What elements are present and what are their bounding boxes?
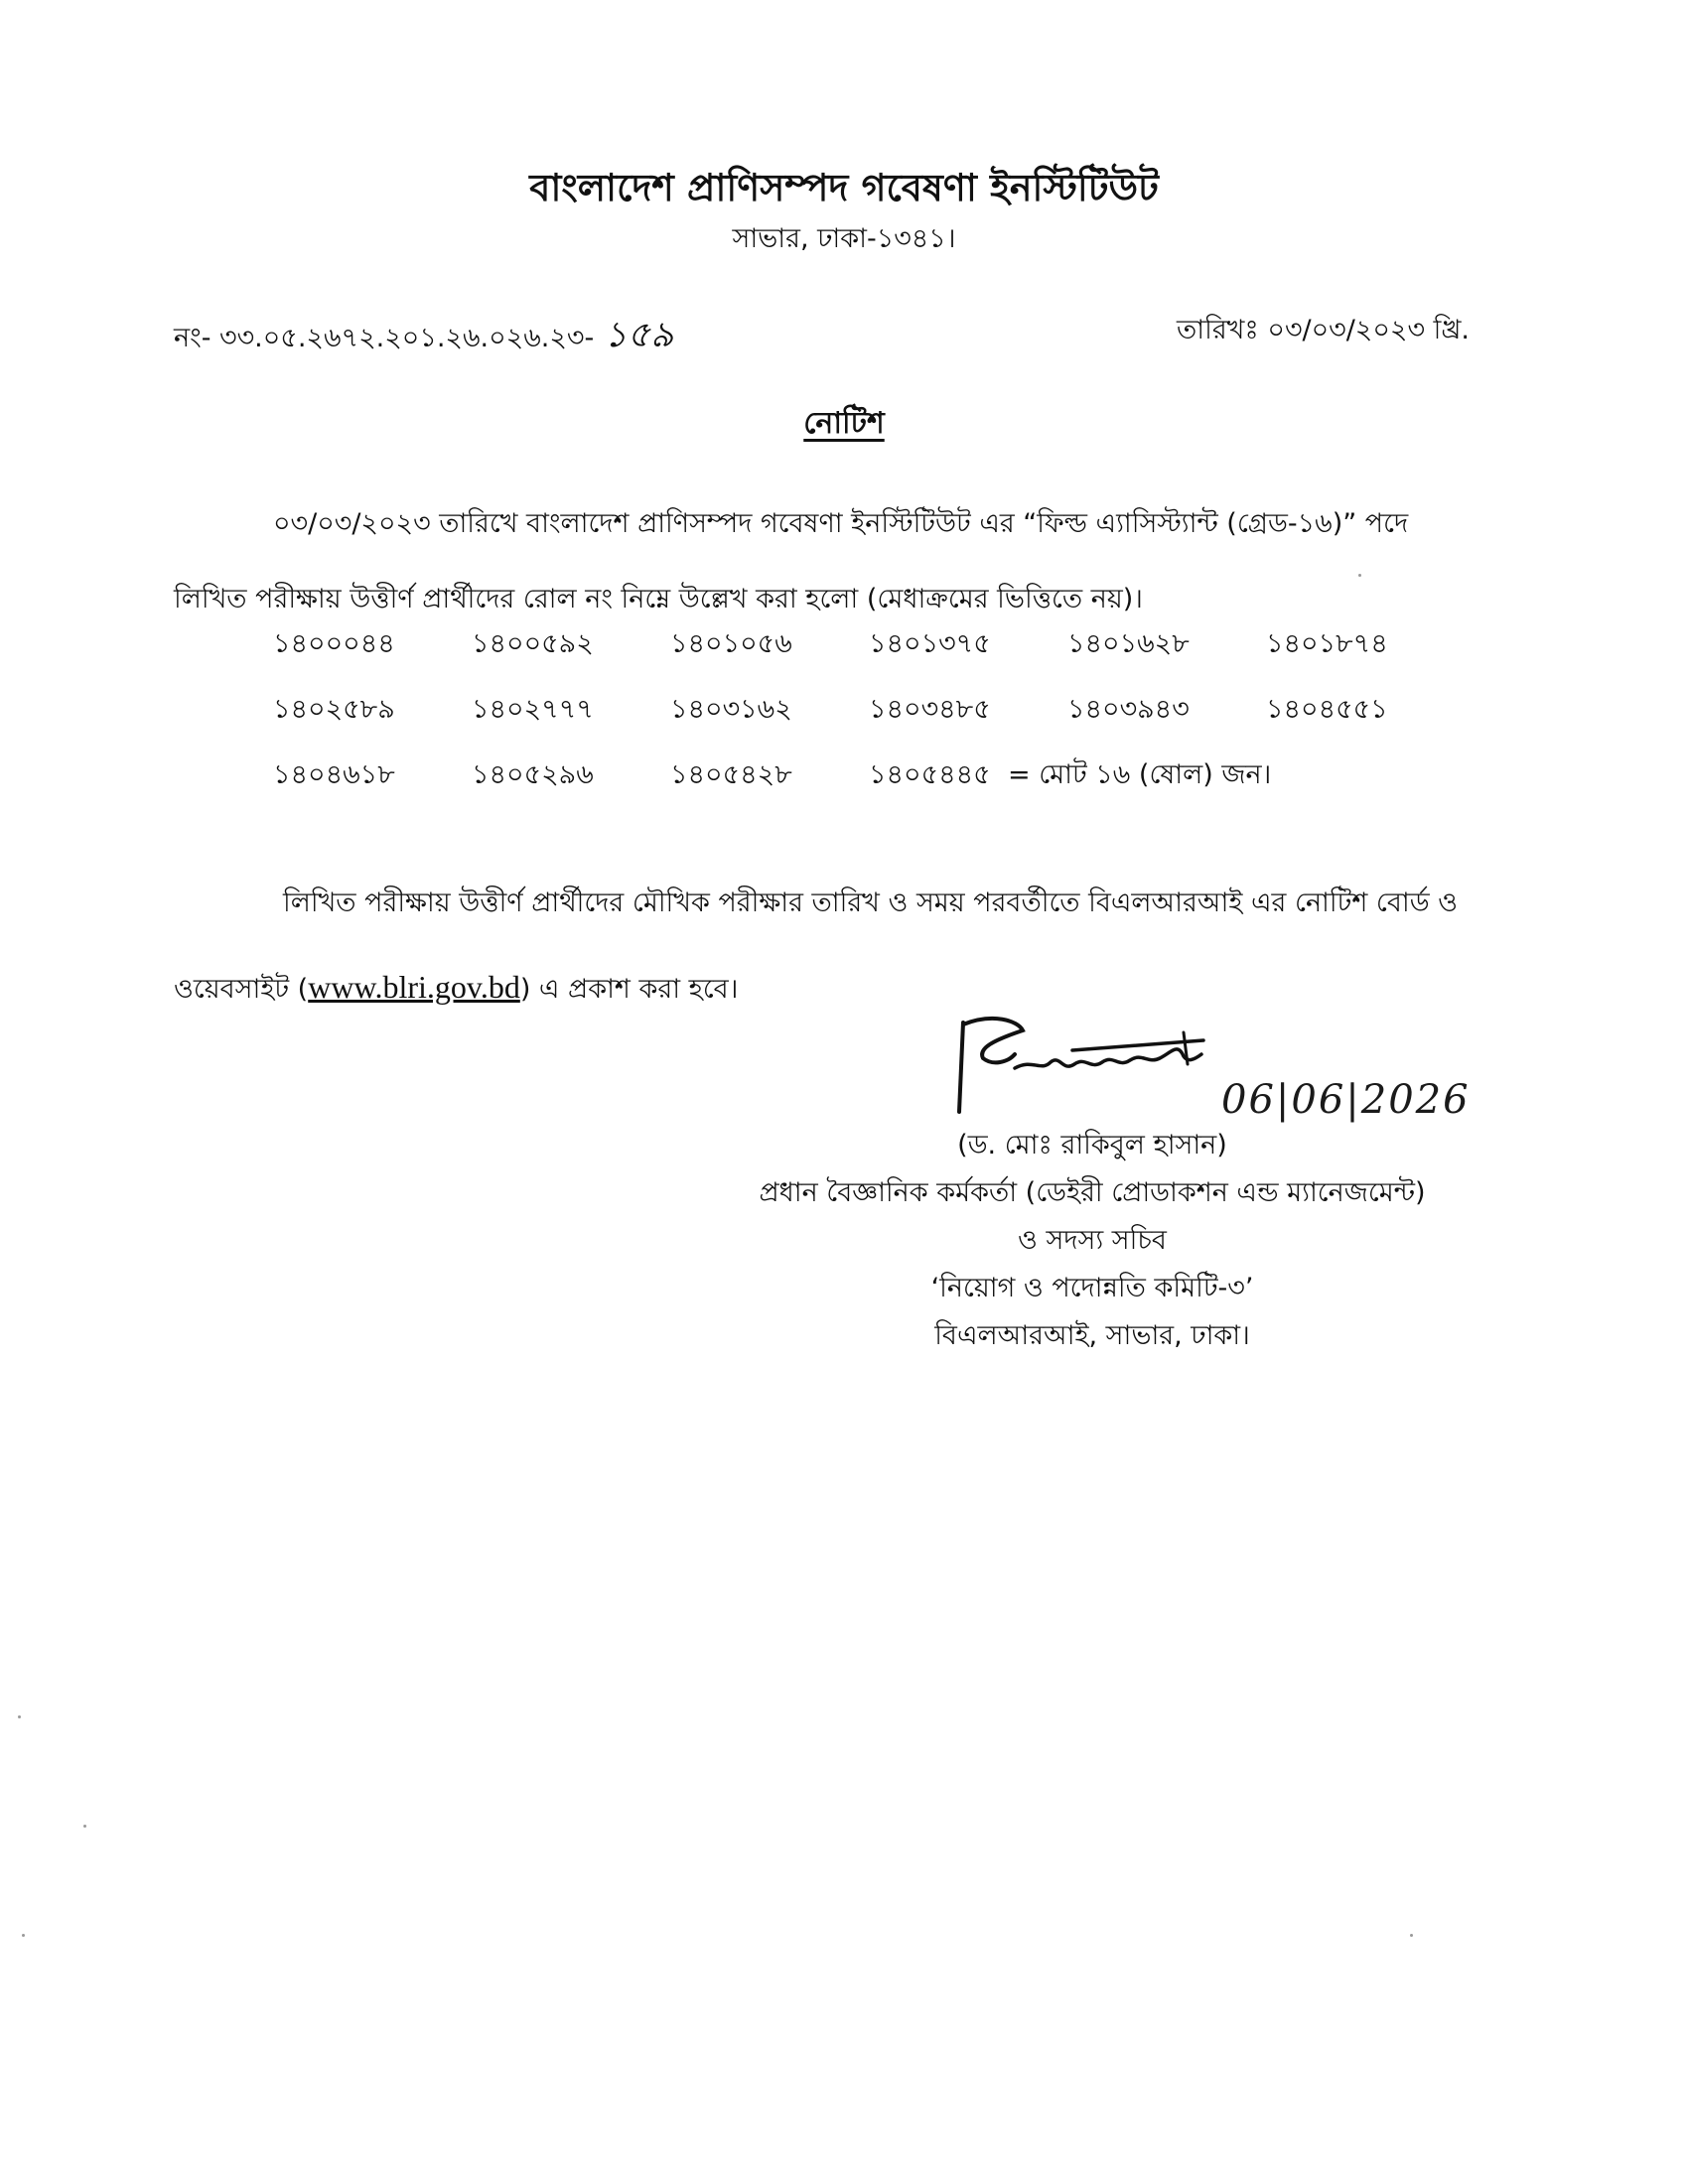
scan-speck <box>83 1825 86 1828</box>
roll-number: ১৪০২৫৮৯ <box>273 694 395 725</box>
roll-number: ১৪০৪৬১৮ <box>273 759 395 790</box>
scan-speck <box>1358 574 1361 577</box>
memo-number <box>174 308 673 367</box>
paragraph-2-tail: ) এ প্রকাশ করা হবে। <box>519 974 739 1005</box>
roll-number: ১৪০১৬২৮ <box>1067 628 1190 659</box>
roll-number: ১৪০১০৫৬ <box>670 628 792 659</box>
roll-number: ১৪০৫৪৪৫ <box>869 759 991 790</box>
scan-speck <box>18 1715 21 1718</box>
scan-speck <box>1410 1934 1413 1937</box>
memo-handwritten-number: ১৫৯ <box>604 315 674 355</box>
roll-number: ১৪০২৭৭৭ <box>472 694 594 725</box>
roll-number: ১৪০০০৪৪ <box>273 628 395 659</box>
signatory-name: (ড. মোঃ রাকিবুল হাসান) <box>957 1130 1227 1160</box>
organization-name: বাংলাদেশ প্রাণিসম্পদ গবেষণা ইনস্টিটিউট <box>529 166 1159 209</box>
roll-row-2 <box>273 689 1465 754</box>
roll-row-3 <box>273 754 1465 820</box>
paragraph-2-text: লিখিত পরীক্ষায় উত্তীর্ণ প্রার্থীদের মৌখিক পরীক্ষার তারিখ ও সময় পরবর্তীতে বিএলআরআই এর নোটিশ বোর্ড ও ওয়েবসাইট ( <box>174 887 1459 1005</box>
signatory-role: ও সদস্য সচিব <box>1018 1225 1167 1256</box>
roll-number: ১৪০৩৯৪৩ <box>1067 694 1190 725</box>
roll-number: ১৪০৪৫৫১ <box>1266 694 1388 725</box>
roll-number: ১৪০১৩৭৫ <box>869 628 991 659</box>
roll-row-1 <box>273 623 1465 689</box>
memo-date: তারিখঃ ০৩/০৩/২০২৩ খ্রি. <box>1177 315 1470 345</box>
roll-number: ১৪০৩১৬২ <box>670 694 792 725</box>
scan-speck <box>22 1934 25 1937</box>
organization-address: সাভার, ঢাকা-১৩৪১। <box>732 223 956 254</box>
handwritten-date: 06|06|2026 <box>1221 1077 1471 1123</box>
roll-number-list <box>273 623 1465 820</box>
roll-number: ১৪০৫২৯৬ <box>472 759 594 790</box>
notice-paragraph-1: ০৩/০৩/২০২৩ তারিখে বাংলাদেশ প্রাণিসম্পদ গবেষণা ইনস্টিটিউট এর “ফিল্ড এ্যাসিস্ট্যান্ট (গ্রেড-১৬)” পদে লিখিত পরীক্ষায় উত্তীর্ণ প্রার্থীদের রোল নং নিম্নে উল্লেখ করা হলো (মেধাক্রমের ভিত্তিতে নয়)। <box>174 508 1409 614</box>
signatory-committee: ‘নিয়োগ ও পদোন্নতি কমিটি-৩’ <box>930 1273 1254 1303</box>
signatory-block <box>755 1122 1430 1360</box>
roll-number: ১৪০৫৪২৮ <box>670 759 792 790</box>
roll-number: ১৪০৩৪৮৫ <box>869 694 991 725</box>
roll-number: ১৪০০৫৯২ <box>472 628 594 659</box>
signatory-designation: প্রধান বৈজ্ঞানিক কর্মকর্তা (ডেইরী প্রোডাকশন এন্ড ম্যানেজমেন্ট) <box>759 1177 1426 1208</box>
total-count: = মোট ১৬ (ষোল) জন। <box>1008 759 1272 790</box>
website-link[interactable]: www.blri.gov.bd <box>308 969 520 1005</box>
notice-heading: নোটিশ <box>803 406 885 441</box>
memo-number-label: নং- ৩৩.০৫.২৬৭২.২০১.২৬.০২৬.২৩- <box>174 323 595 353</box>
roll-number: ১৪০১৮৭৪ <box>1266 628 1388 659</box>
signatory-office: বিএলআরআই, সাভার, ঢাকা। <box>934 1320 1250 1351</box>
